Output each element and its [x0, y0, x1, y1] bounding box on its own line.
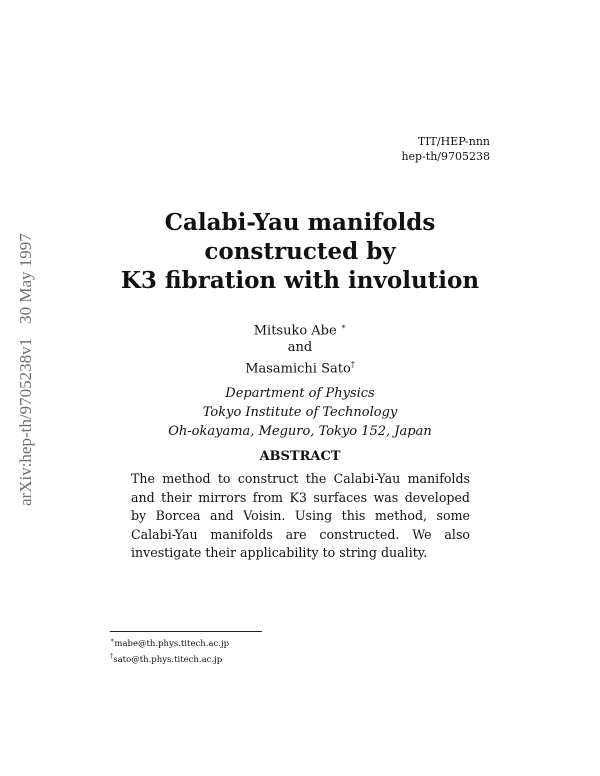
footnote-mark: †: [110, 651, 114, 660]
title-line: constructed by: [204, 238, 396, 265]
affiliation-institute: Tokyo Institute of Technology: [202, 405, 398, 420]
footnote-item: [110, 650, 229, 666]
abstract-heading: ABSTRACT: [259, 449, 341, 464]
affiliation-department: Department of Physics: [225, 386, 375, 401]
author-name: Masamichi Sato: [245, 361, 351, 377]
author-conjunction: and: [287, 340, 313, 356]
affiliation-address: Oh-okayama, Meguro, Tokyo 152, Japan: [168, 424, 432, 439]
footnote-email: sato@th.phys.titech.ac.jp: [113, 654, 223, 665]
preprint-numbers: [401, 134, 490, 164]
arxiv-date: 30 May 1997: [16, 233, 35, 324]
arxiv-sidebar-stamp: [16, 233, 36, 506]
author-first: [100, 318, 500, 339]
title-line: Calabi-Yau manifolds: [164, 209, 436, 236]
report-number: TIT/HEP-nnn: [417, 135, 490, 148]
arxiv-id: arXiv:hep-th/9705238v1: [16, 337, 35, 506]
abstract-text: The method to construct the Calabi-Yau manifolds and their mirrors from K3 surfaces was developed by Borcea and Voisin. Using this method, some Calabi-Yau manifolds are constructed. We also investigate their applicability to string duality.: [131, 471, 470, 560]
footnote-divider: [110, 631, 262, 632]
footnote-mark: †: [350, 360, 355, 370]
author-name: Mitsuko Abe: [253, 323, 337, 339]
arxiv-number: hep-th/9705238: [401, 150, 490, 163]
title-line: K3 fibration with involution: [120, 267, 480, 294]
footnote-mark: ∗: [110, 636, 115, 644]
footnote-email: mabe@th.phys.titech.ac.jp: [114, 638, 230, 649]
footnotes: [110, 634, 229, 666]
affiliation-block: [100, 384, 500, 441]
paper-title: [100, 208, 500, 295]
author-block: [100, 318, 500, 378]
author-second: [100, 356, 500, 377]
footnote-mark: ∗: [340, 322, 347, 331]
footnote-item: [110, 634, 229, 650]
